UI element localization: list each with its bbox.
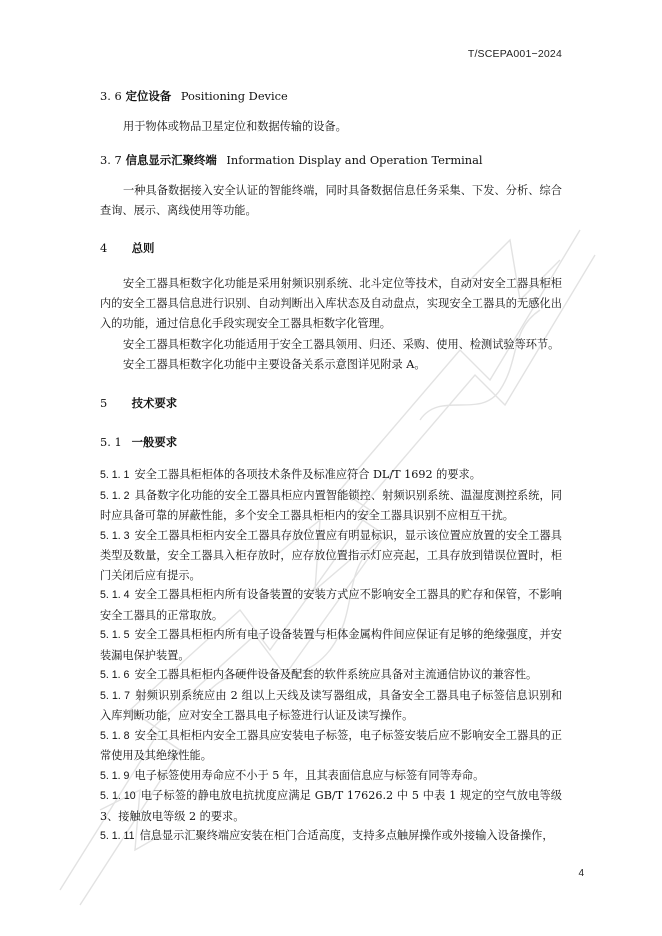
list-item: [100, 665, 562, 686]
list-item: [100, 625, 562, 665]
item-number: 5. 1. 11: [100, 830, 135, 842]
paragraph-4-2: 安全工器具柜数字化功能适用于安全工器具领用、归还、采购、使用、检测试验等环节。: [123, 338, 560, 351]
section-body-3-7: 一种具备数据接入安全认证的智能终端，同时具备数据信息任务采集、下发、分析、综合查询、展示、离线使用等功能。: [100, 184, 562, 217]
section-title-cn: 总则: [131, 241, 155, 255]
section-title-en: Information Display and Operation Terminal: [226, 153, 483, 167]
list-item: [100, 786, 562, 826]
section-number: 4: [100, 241, 108, 255]
section-title-cn: 定位设备: [125, 89, 172, 103]
item-number: 5. 1. 8: [100, 729, 130, 742]
paragraph-4-3: 安全工器具柜数字化功能中主要设备关系示意图详见附录 A。: [123, 358, 426, 371]
section-number: 3. 7: [100, 153, 122, 167]
section-heading-5: [100, 393, 562, 413]
item-number: 5. 1. 4: [100, 589, 130, 601]
requirements-list: [100, 465, 562, 847]
page-number: 4: [578, 868, 584, 879]
item-number: 5. 1. 7: [100, 689, 130, 702]
item-text: 射频识别系统应由 2 组以上天线及读写器组成，具备安全工器具电子标签信息识别和入库判断功能，应对安全工器具电子标签进行认证及读写操作。: [100, 688, 563, 722]
section-number: 5: [100, 396, 108, 410]
section-number: 3. 6: [100, 89, 122, 103]
list-item: [100, 726, 562, 766]
item-text: 安全工器具柜柜内所有设备装置的安装方式应不影响安全工器具的贮存和保管，不影响安全工器具的正常取放。: [100, 588, 562, 622]
section-heading-4: [100, 238, 562, 258]
item-text: 电子标签使用寿命应不小于 5 年，且其表面信息应与标签有同等寿命。: [134, 768, 485, 782]
item-text: 安全工具柜柜内安全工器具应安装电子标签，电子标签安装后应不影响安全工器具的正常使用及其绝缘性能。: [100, 728, 562, 762]
section-body-3-6: 用于物体或物品卫星定位和数据传输的设备。: [123, 120, 347, 133]
item-text: 信息显示汇聚终端应安装在柜门合适高度，支持多点触屏操作或外接输入设备操作，: [139, 829, 554, 842]
section-title-cn: 一般要求: [131, 435, 178, 449]
list-item: [100, 686, 562, 726]
item-text: 安全工器具柜柜内安全工器具存放位置应有明显标识，显示该位置应放置的安全工器具类型及数量，安全工器具入柜存放时，应存放位置指示灯应亮起，工具存放到错误位置时，柜门关闭后应有提示。: [100, 528, 562, 582]
paragraph-4-1: 安全工器具柜数字化功能是采用射频识别系统、北斗定位等技术，自动对安全工器具柜柜内的安全工器具信息进行识别、自动判断出入库状态及自动盘点，实现安全工器具的无感化出入的功能，通过信息化手段实现安全工器具柜数字化管理。: [100, 277, 562, 330]
list-item: [100, 766, 562, 787]
item-number: 5. 1. 3: [100, 529, 130, 542]
list-item: [100, 526, 562, 586]
item-text: 安全工器具柜柜内所有电子设备装置与柜体金属构件间应保证有足够的绝缘强度，并安装漏电保护装置。: [100, 628, 562, 662]
document-id: T/SCEPA001−2024: [467, 48, 562, 60]
item-number: 5. 1. 2: [100, 489, 130, 502]
list-item: [100, 465, 562, 486]
section-heading-5-1: [100, 432, 562, 452]
item-text: 具备数字化功能的安全工器具柜应内置智能锁控、射频识别系统、温湿度测控系统，同时应具备可靠的屏蔽性能，多个安全工器具柜柜内的安全工器具识别不应相互干扰。: [100, 488, 562, 522]
section-title-en: Positioning Device: [180, 89, 288, 103]
section-title-cn: 技术要求: [131, 396, 178, 410]
item-number: 5. 1. 1: [100, 469, 130, 481]
list-item: [100, 826, 562, 847]
list-item: [100, 585, 562, 625]
item-text: 安全工器具柜柜体的各项技术条件及标准应符合 DL/T 1692 的要求。: [134, 468, 481, 481]
item-number: 5. 1. 9: [100, 769, 130, 782]
section-title-cn: 信息显示汇聚终端: [125, 153, 217, 167]
item-number: 5. 1. 10: [100, 790, 136, 802]
list-item: [100, 486, 562, 526]
section-heading-3-6: [100, 86, 562, 106]
section-number: 5. 1: [100, 435, 122, 449]
item-number: 5. 1. 6: [100, 669, 130, 681]
item-text: 电子标签的静电放电抗扰度应满足 GB/T 17626.2 中 5 中表 1 规定的空气放电等级3、接触放电等级 2 的要求。: [100, 789, 562, 823]
item-number: 5. 1. 5: [100, 629, 130, 641]
section-heading-3-7: [100, 150, 562, 170]
item-text: 安全工器具柜柜内各硬件设备及配套的软件系统应具备对主流通信协议的兼容性。: [134, 668, 538, 681]
